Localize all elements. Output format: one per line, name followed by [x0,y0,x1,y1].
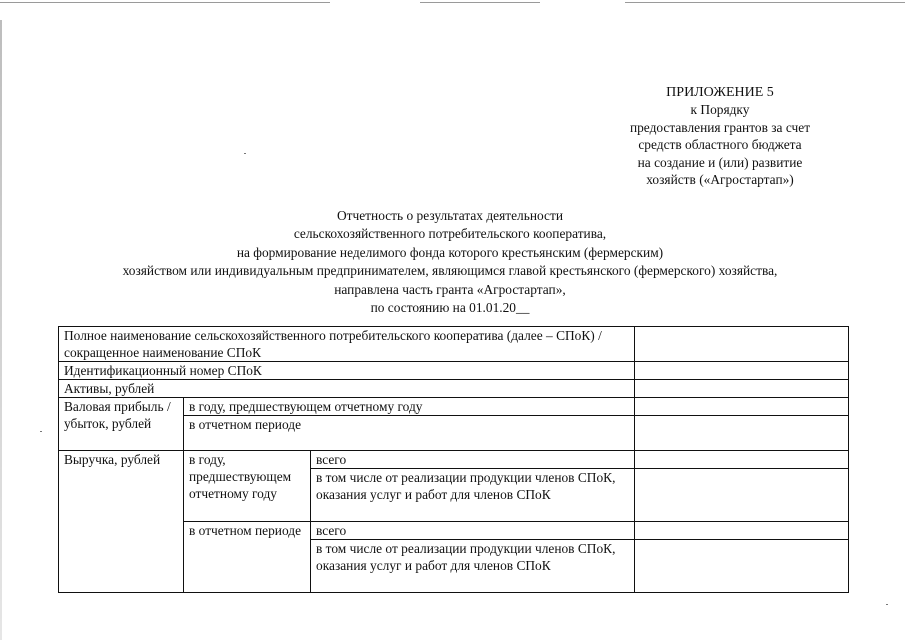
appendix-number: ПРИЛОЖЕНИЕ 5 [666,85,774,100]
title-line: хозяйством или индивидуальным предпринимателем, являющимся главой крестьянского (фермерского) хозяйства, [122,263,778,279]
title-line: по состоянию на 01.01.20__ [370,300,530,316]
revenue-prev-year-label: в году, предшествующем отчетному году [184,451,311,522]
id-number-label: Идентификационный номер СПоК [59,362,635,380]
revenue-label: Выручка, рублей [59,451,184,593]
title-line: на формирование неделимого фонда которого крестьянским (фермерским) [236,244,664,260]
including-members-label: в том числе от реализации продукции членов СПоК, оказания услуг и работ для членов СПоК [311,540,635,593]
title-line: сельскохозяйственного потребительского кооператива, [293,226,607,242]
table-row [59,451,849,469]
value-cell[interactable] [635,327,849,362]
appendix-line: к Порядку [690,102,750,118]
scan-edge-line [420,2,540,3]
value-cell[interactable] [635,362,849,380]
value-cell[interactable] [635,522,849,540]
table-row [59,362,849,380]
value-cell[interactable] [635,380,849,398]
reporting-period-label: в отчетном периоде [184,416,635,451]
value-cell[interactable] [635,416,849,451]
appendix-line: хозяйств («Агростартап») [646,172,794,188]
total-label: всего [311,522,635,540]
title-line: Отчетность о результатах деятельности [336,208,563,223]
scan-speck [886,604,888,605]
appendix-header [590,84,850,188]
scan-speck [244,153,246,154]
title-line: направлена часть гранта «Агростартап», [334,281,566,297]
appendix-line: средств областного бюджета [638,137,802,153]
total-label: всего [311,451,635,469]
value-cell[interactable] [635,469,849,522]
assets-label: Активы, рублей [59,380,635,398]
appendix-line: на создание и (или) развитие [637,154,803,170]
appendix-line: предоставления грантов за счет [629,119,811,135]
gross-profit-label: Валовая прибыль / убыток, рублей [59,398,184,451]
table-row [59,380,849,398]
including-members-label: в том числе от реализации продукции членов СПоК, оказания услуг и работ для членов СПоК [311,469,635,522]
scan-edge-line [625,2,905,3]
value-cell[interactable] [635,398,849,416]
table-row [59,327,849,362]
report-table [58,326,849,593]
scan-left-edge [0,20,2,640]
table-row [59,398,849,416]
prev-year-label: в году, предшествующем отчетному году [184,398,635,416]
full-name-label: Полное наименование сельскохозяйственного потребительского кооператива (далее – СПоК) / сокращенное наименование СПоК [59,327,635,362]
value-cell[interactable] [635,451,849,469]
revenue-reporting-period-label: в отчетном периоде [184,522,311,593]
scan-edge-line [0,2,330,3]
scan-speck [40,431,42,432]
value-cell[interactable] [635,540,849,593]
report-title [40,207,860,317]
